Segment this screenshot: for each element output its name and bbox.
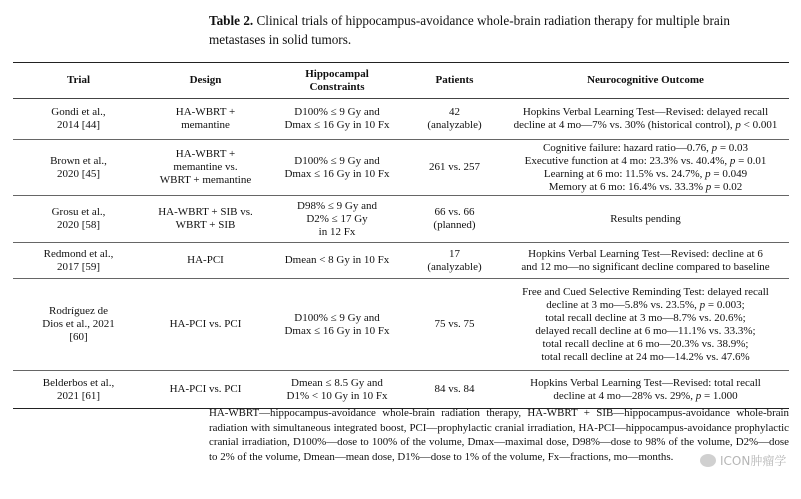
cell-line: in 12 Fx (318, 225, 356, 238)
cell-patients (407, 371, 502, 409)
caption-text: Clinical trials of hippocampus-avoidance whole-brain radiation therapy for multiple brain metastases in solid tumors. (209, 13, 731, 47)
cell-line: Hopkins Verbal Learning Test—Revised: delayed recall (522, 106, 769, 118)
cell-line: Hopkins Verbal Learning Test—Revised: total recall (530, 376, 761, 389)
cell-trial (13, 279, 144, 371)
table-row (13, 279, 789, 371)
header-trial: Trial (13, 63, 144, 99)
cell-line: 66 vs. 66 (434, 206, 475, 218)
cell-line: [60] (69, 331, 88, 343)
cell-line: 17 (449, 247, 460, 260)
cell-line: Brown et al., (50, 154, 107, 167)
caption-label: Table 2. (209, 13, 254, 28)
table-row (13, 196, 789, 243)
header-patients: Patients (407, 63, 502, 99)
cell-constraints (267, 279, 407, 371)
cell-line: memantine (181, 119, 230, 131)
cell-patients (407, 196, 502, 243)
cell-design (144, 140, 267, 196)
cell-line: Rodríguez de (49, 305, 108, 317)
cell-line: delayed recall decline at 6 mo—11.1% vs. 33.3%; (535, 324, 756, 337)
cell-line: Free and Cued Selective Reminding Test: delayed recall (522, 285, 769, 298)
cell-line: decline at 4 mo—7% vs. 30% (historical control), p < 0.001 (513, 119, 778, 131)
cell-line: 2014 [44] (56, 119, 101, 131)
header-outcome: Neurocognitive Outcome (502, 63, 789, 99)
cell-patients (407, 140, 502, 196)
cell-line: HA-WBRT + (175, 106, 236, 118)
table-row (13, 371, 789, 409)
cell-trial (13, 243, 144, 279)
cell-line: Learning at 6 mo: 11.5% vs. 24.7%, p = 0.049 (543, 167, 748, 180)
watermark-text: ICON肿瘤学 (720, 454, 787, 468)
cell-line: Dmax ≤ 16 Gy in 10 Fx (284, 324, 390, 337)
cell-line: HA-WBRT + (175, 148, 236, 160)
cell-patients (407, 243, 502, 279)
cell-design (144, 196, 267, 243)
cell-line: Dmean ≤ 8.5 Gy and (291, 376, 383, 389)
cell-line: total recall decline at 6 mo—20.3% vs. 38.9%; (542, 337, 749, 350)
cell-line: Dios et al., 2021 (42, 318, 115, 330)
cell-line: 42 (449, 106, 460, 118)
table-row (13, 140, 789, 196)
cell-line: decline at 4 mo—28% vs. 29%, p = 1.000 (553, 389, 738, 402)
cell-design (144, 243, 267, 279)
cell-line: Grosu et al., (51, 206, 106, 218)
cell-line: Dmax ≤ 16 Gy in 10 Fx (284, 167, 390, 180)
cell-line: 2017 [59] (56, 260, 101, 273)
clinical-trials-table (13, 62, 789, 409)
cell-outcome (502, 243, 789, 279)
cell-patients (407, 279, 502, 371)
cell-line: Cognitive failure: hazard ratio—0.76, p = 0.03 (542, 141, 749, 154)
cell-line: D1% < 10 Gy in 10 Fx (286, 389, 388, 402)
cell-patients (407, 99, 502, 140)
cell-constraints (267, 196, 407, 243)
cell-trial (13, 371, 144, 409)
cell-line: HA-PCI vs. PCI (169, 383, 242, 395)
header-constraints: Hippocampal Constraints (267, 63, 407, 99)
cell-line: Gondi et al., (51, 106, 106, 118)
cell-design (144, 279, 267, 371)
cell-trial (13, 140, 144, 196)
cell-trial (13, 196, 144, 243)
table-caption (209, 11, 789, 49)
cell-line: (analyzable) (427, 260, 482, 273)
table-row (13, 99, 789, 140)
cell-line: WBRT + memantine (159, 174, 252, 186)
cell-line: Memory at 6 mo: 16.4% vs. 33.3% p = 0.02 (548, 180, 743, 193)
cell-line: Dmean < 8 Gy in 10 Fx (284, 254, 390, 266)
cell-constraints (267, 243, 407, 279)
wechat-icon (700, 454, 716, 467)
cell-line: 261 vs. 257 (428, 161, 481, 173)
table-footnote: HA-WBRT—hippocampus-avoidance whole-brain radiation therapy, HA-WBRT + SIB—hippocampus-avoidance whole-brain radiation with simultaneous integrated boost, PCI—prophylactic cranial irradiation, HA-PCI—hippocampus-avoidance prophylactic cranial irradiation, D100%—dose to 100% of the volume, Dmax—maximal dose, D98%—dose to 98% of the volume, D2%—dose to 2% of the volume, Dmean—mean dose, D1%—dose to 1% of the volume, Fx—fractions, mo—months. (209, 407, 789, 463)
cell-line: HA-WBRT + SIB vs. (158, 206, 253, 218)
cell-line: HA-PCI vs. PCI (169, 318, 242, 330)
cell-outcome (502, 99, 789, 140)
cell-line: Belderbos et al., (42, 376, 115, 389)
cell-line: 84 vs. 84 (434, 383, 475, 395)
cell-constraints (267, 140, 407, 196)
cell-line: Results pending (610, 212, 681, 225)
header-design: Design (144, 63, 267, 99)
cell-line: 75 vs. 75 (434, 318, 475, 330)
cell-outcome (502, 196, 789, 243)
table-header-row (13, 63, 789, 99)
watermark (700, 452, 786, 469)
cell-line: (planned) (433, 219, 476, 231)
cell-constraints (267, 99, 407, 140)
cell-design (144, 99, 267, 140)
cell-constraints (267, 371, 407, 409)
cell-line: Dmax ≤ 16 Gy in 10 Fx (284, 119, 390, 131)
cell-line: D100% ≤ 9 Gy and (294, 154, 380, 167)
cell-design (144, 371, 267, 409)
cell-line: total recall decline at 3 mo—8.7% vs. 20.6%; (545, 311, 746, 324)
cell-line: HA-PCI (187, 254, 224, 266)
cell-line: Executive function at 4 mo: 23.3% vs. 40.4%, p = 0.01 (524, 154, 767, 167)
table-row (13, 243, 789, 279)
cell-line: D2% ≤ 17 Gy (306, 212, 368, 225)
cell-line: WBRT + SIB (175, 219, 236, 231)
cell-outcome (502, 279, 789, 371)
cell-line: memantine vs. (173, 161, 238, 173)
cell-outcome (502, 140, 789, 196)
cell-line: 2020 [45] (56, 167, 101, 180)
cell-outcome (502, 371, 789, 409)
cell-line: and 12 mo—no significant decline compared to baseline (521, 260, 770, 273)
cell-line: 2020 [58] (56, 219, 101, 231)
cell-trial (13, 99, 144, 140)
cell-line: D100% ≤ 9 Gy and (294, 106, 380, 118)
cell-line: D100% ≤ 9 Gy and (294, 311, 380, 324)
cell-line: (analyzable) (427, 119, 482, 131)
cell-line: total recall decline at 24 mo—14.2% vs. 47.6% (541, 350, 750, 363)
cell-line: 2021 [61] (56, 389, 101, 402)
cell-line: D98% ≤ 9 Gy and (297, 199, 377, 212)
cell-line: Hopkins Verbal Learning Test—Revised: decline at 6 (528, 247, 763, 260)
cell-line: Redmond et al., (43, 247, 114, 260)
cell-line: decline at 3 mo—5.8% vs. 23.5%, p = 0.003; (546, 298, 745, 311)
